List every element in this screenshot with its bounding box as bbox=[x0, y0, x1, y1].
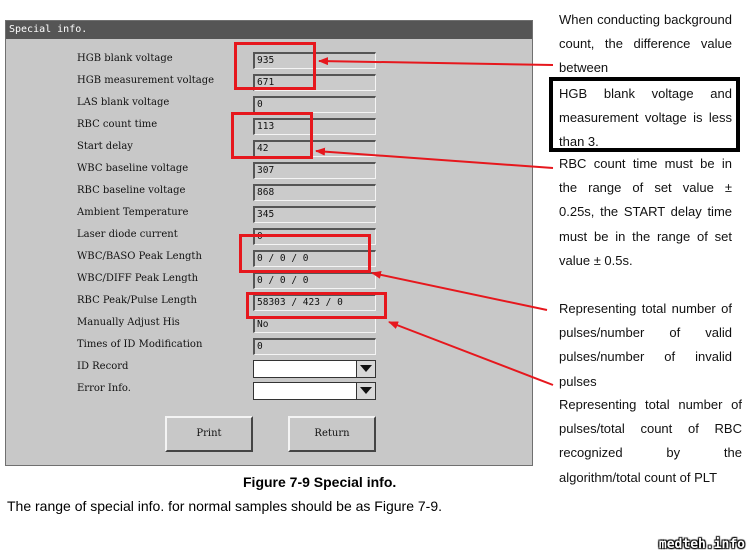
body-text: The range of special info. for normal samples should be as Figure 7-9. bbox=[7, 498, 443, 514]
watermark: medteh.info bbox=[658, 537, 745, 552]
highlight-rbc-peak-pulse bbox=[246, 292, 387, 319]
field-las-blank-voltage: 0 bbox=[253, 96, 376, 113]
label-start-delay: Start delay bbox=[77, 141, 133, 152]
label-wbc-baseline-voltage: WBC baseline voltage bbox=[77, 163, 189, 174]
field-start-delay: 42 bbox=[253, 140, 376, 157]
dialog-title: Special info. bbox=[6, 21, 532, 39]
label-las-blank-voltage: LAS blank voltage bbox=[77, 97, 170, 108]
note-hgb-box bbox=[549, 77, 740, 152]
field-rbc-baseline-voltage: 868 bbox=[253, 184, 376, 201]
field-wbc-baso-peak-length: 0 / 0 / 0 bbox=[253, 250, 376, 267]
note-hgb-intro: When conducting background count, the difference value between bbox=[559, 12, 732, 76]
chevron-down-icon[interactable] bbox=[356, 361, 375, 377]
print-button[interactable]: Print bbox=[165, 416, 253, 452]
note-hgb-boxed: HGB blank voltage and measurement voltage is less than 3. bbox=[559, 86, 732, 150]
label-rbc-peak-pulse-length: RBC Peak/Pulse Length bbox=[77, 295, 197, 306]
field-manually-adjust-his: No bbox=[253, 316, 376, 333]
note-wbc-pulses: Representing total number of pulses/number of valid pulses/number of invalid pulses bbox=[559, 301, 732, 389]
note-rbc-count-time: RBC count time must be in the range of set value ± 0.25s, the START delay time must be in the range of set value ± 0.5s. bbox=[559, 156, 732, 268]
field-hgb-measurement-voltage: 671 bbox=[253, 74, 376, 91]
label-times-of-id-modification: Times of ID Modification bbox=[77, 339, 203, 350]
field-ambient-temperature: 345 bbox=[253, 206, 376, 223]
field-laser-diode-current: 0 bbox=[253, 228, 376, 245]
label-wbc-baso-peak-length: WBC/BASO Peak Length bbox=[77, 251, 202, 262]
label-hgb-blank-voltage: HGB blank voltage bbox=[77, 53, 173, 64]
return-button[interactable]: Return bbox=[288, 416, 376, 452]
chevron-down-icon[interactable] bbox=[356, 383, 375, 399]
field-wbc-diff-peak-length: 0 / 0 / 0 bbox=[253, 272, 376, 289]
label-manually-adjust-his: Manually Adjust His bbox=[77, 317, 180, 328]
label-rbc-count-time: RBC count time bbox=[77, 119, 158, 130]
figure-caption: Figure 7-9 Special info. bbox=[243, 474, 397, 490]
highlight-count-time-delay bbox=[231, 112, 313, 159]
error-info-select[interactable] bbox=[253, 382, 376, 400]
label-id-record: ID Record bbox=[77, 361, 129, 372]
field-rbc-peak-pulse-length: 58303 / 423 / 0 bbox=[253, 294, 376, 311]
label-wbc-diff-peak-length: WBC/DIFF Peak Length bbox=[77, 273, 199, 284]
field-times-of-id-modification: 0 bbox=[253, 338, 376, 355]
label-hgb-measurement-voltage: HGB measurement voltage bbox=[77, 75, 215, 86]
note-rbc-pulses: Representing total number of pulses/total count of RBC recognized by the algorithm/total count of PLT bbox=[559, 397, 742, 485]
highlight-wbc-baso-peak bbox=[239, 234, 371, 273]
field-hgb-blank-voltage: 935 bbox=[253, 52, 376, 69]
label-ambient-temperature: Ambient Temperature bbox=[77, 207, 189, 218]
field-rbc-count-time: 113 bbox=[253, 118, 376, 135]
label-laser-diode-current: Laser diode current bbox=[77, 229, 178, 240]
highlight-hgb-voltages bbox=[234, 42, 316, 90]
label-rbc-baseline-voltage: RBC baseline voltage bbox=[77, 185, 186, 196]
label-error-info: Error Info. bbox=[77, 383, 131, 394]
field-wbc-baseline-voltage: 307 bbox=[253, 162, 376, 179]
id-record-select[interactable] bbox=[253, 360, 376, 378]
